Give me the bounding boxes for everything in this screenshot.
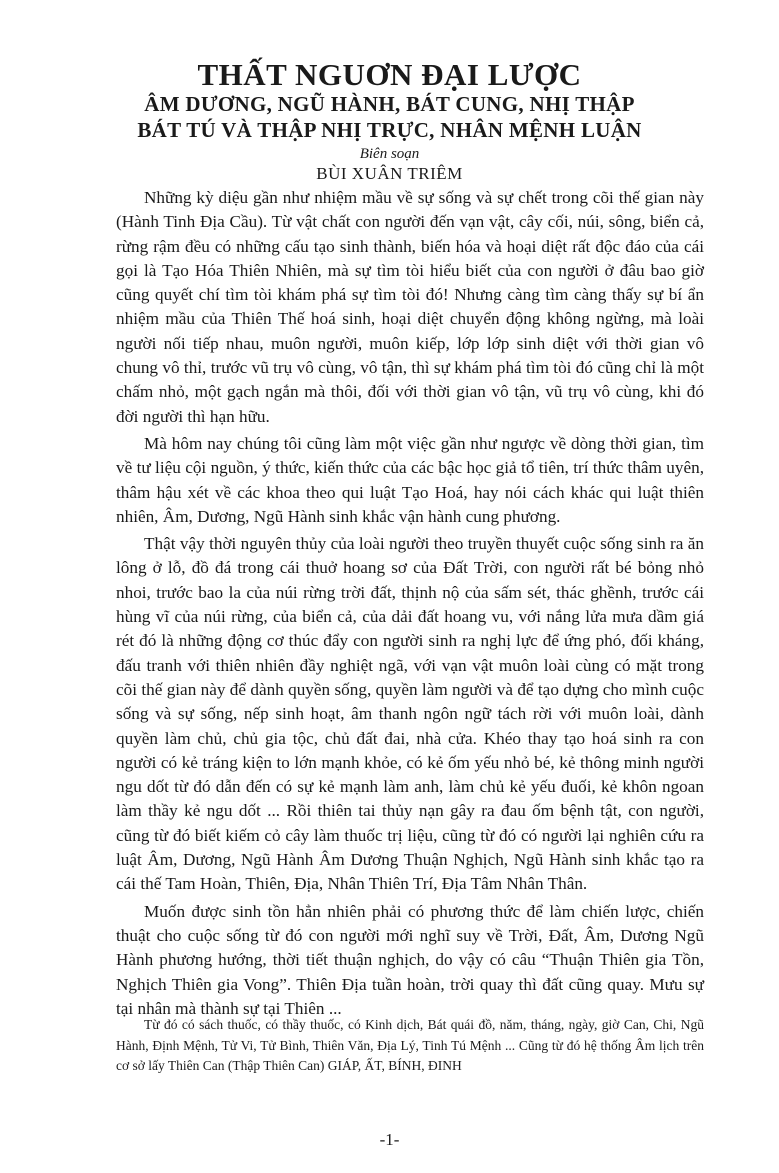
- body-text: [116, 186, 704, 1024]
- document-subtitle-line-1: ÂM DƯƠNG, NGŨ HÀNH, BÁT CUNG, NHỊ THẬP: [144, 92, 635, 116]
- document-subtitle-line-2: BÁT TÚ VÀ THẬP NHỊ TRỰC, NHÂN MỆNH LUẬN: [137, 118, 642, 142]
- paragraph-1: Những kỳ diệu gần như nhiệm mầu về sự sống và sự chết trong cõi thế gian này (Hành Tinh Địa Cầu). Từ vật chất con người đến vạn vật, cây cối, núi, sông, biển cả, rừng rậm đều có những cấu tạo sinh thành, biến hóa và hoại diệt rất độc đáo của cái gọi là Tạo Hóa Thiên Nhiên, mà sự tìm tòi hiểu biết của con người ở đâu bao giờ cũng quyết chí tìm tòi khám phá sự tìm tòi đó! Nhưng càng tìm càng thấy sự bí ẩn nhiệm mầu của Thiên Thế hoá sinh, hoại diệt chuyển động không ngừng, mà loài người nối tiếp nhau, muôn người, muôn kiếp, lớp lớp sinh diệt với thời gian vô chung vô thỉ, trước vũ trụ vô cùng, vô tận, thì sự khám phá tìm tòi đó cũng chỉ là một chấm nhỏ, một gạch ngắn mà thôi, đối với thời gian vô tận, vũ trụ vô cùng, khi đó đời người thì hạn hữu.: [116, 188, 704, 426]
- author-name: BÙI XUÂN TRIÊM: [316, 164, 463, 183]
- closing-paragraph: Từ đó có sách thuốc, có thầy thuốc, có Kinh dịch, Bát quái đồ, năm, tháng, ngày, giờ Can, Chi, Ngũ Hành, Định Mệnh, Tử Vi, Tử Bình, Thiên Văn, Địa Lý, Tinh Tú Mệnh ... Cũng từ đó hệ thống Âm lịch trên cơ sở lấy Thiên Can (Thập Thiên Can) GIÁP, ẤT, BÍNH, ĐINH: [116, 1017, 704, 1073]
- paragraph-3: Thật vậy thời nguyên thủy của loài người theo truyền thuyết cuộc sống sinh ra ăn lông ở lỗ, đồ đá trong cái thuở hoang sơ của Đất Trời, con người rất bé bỏng nhỏ nhoi, trước bao la của núi rừng trời đất, thịnh nộ của sấm sét, thác ghềnh, trước cái hùng vĩ của núi rừng, của biển cả, của dải đất hoang vu, với nắng lửa mưa dầm giá rét đó là những động cơ thúc đẩy con người sinh ra nghị lực để ứng phó, đối kháng, đấu tranh với thiên nhiên đầy nghiệt ngã, với vạn vật muôn loài cùng có mặt trong cõi thế gian này để dành quyền sống, quyền làm người và để tạo dựng cho mình cuộc sống và sự sống, nếp sinh hoạt, âm thanh ngôn ngữ tách rời với muôn loài, dành quyền làm chủ, chủ gia tộc, chủ đất đai, nhà cửa. Khéo thay tạo hoá sinh ra con người có kẻ tráng kiện to lớn mạnh khỏe, có kẻ ốm yếu nhỏ bé, kẻ thông minh người ngu dốt từ đó dẫn đến có sự kẻ mạnh làm anh, làm chủ kẻ yếu đuối, kẻ khôn ngoan làm thầy kẻ ngu dốt ... Rồi thiên tai thủy nạn gây ra đau ốm bệnh tật, con người, cũng từ đó biết kiếm cỏ cây làm thuốc trị liệu, cũng từ đó có người lại nghiên cứu ra luật Âm, Dương, Ngũ Hành Âm Dương Thuận Nghịch, Ngũ Hành sinh khắc tạo ra cái thế Tam Hoàn, Thiên, Địa, Nhân Thiên Trí, Địa Tâm Nhân Thân.: [116, 534, 704, 894]
- compiled-by-label: Biên soạn: [359, 146, 420, 162]
- paragraph-4: Muốn được sinh tồn hẳn nhiên phải có phương thức để làm chiến lược, chiến thuật cho cuộc sống từ đó con người mới nghĩ suy về Trời, Đất, Âm, Dương Ngũ Hành phương hướng, thời tiết thuận nghịch, do vậy có câu “Thuận Thiên gia Tồn, Nghịch Thiên gia Vong”. Thiên Địa tuần hoàn, trời quay thì đất cũng quay. Mưu sự tại nhân mà thành sự tại Thiên ...: [116, 901, 704, 1018]
- page-number: -1-: [379, 1130, 400, 1149]
- document-title: THẤT NGUƠN ĐẠI LƯỢC: [197, 57, 582, 92]
- closing-text: [116, 1015, 704, 1077]
- paragraph-2: Mà hôm nay chúng tôi cũng làm một việc gần như ngược về dòng thời gian, tìm về tư liệu cội nguồn, ý thức, kiến thức của các bậc học giả tổ tiên, trí thức thâm uyên, thâm hậu xét về các khoa theo qui luật Tạo Hoá, hay nói cách khác qui luật thiên nhiên, Âm, Dương, Ngũ Hành sinh khắc vận hành cung phương.: [116, 433, 704, 526]
